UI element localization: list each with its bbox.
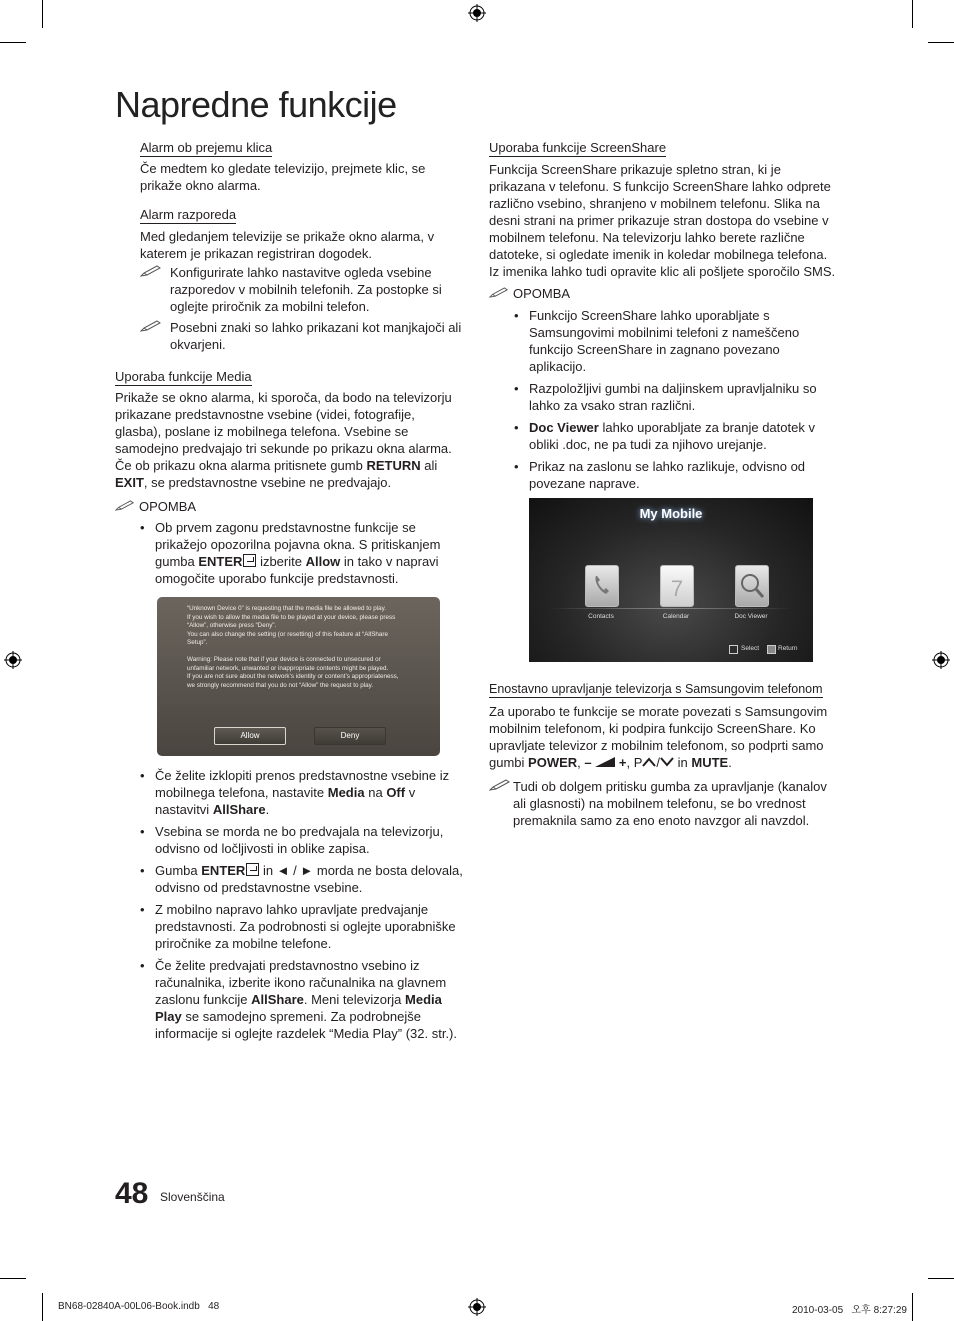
paragraph-alarm-razporeda: Med gledanjem televizije se prikaže okno alarma, v katerem je prikazan registriran dogodek. [140,229,435,261]
heading-alarm-razporeda: Alarm razporeda [140,207,237,222]
contacts-label: Contacts [588,613,614,620]
pencil-note-icon [489,286,509,299]
note-text: Konfigurirate lahko nastavitve ogleda vsebine razporedov v mobilnih telefonih. Za postopke si oglejte priročnik za mobilni telefon. [170,265,442,314]
note-text: Tudi ob dolgem pritisku gumba za upravljanje (kanalov ali glasnosti) na mobilnem telefonu, se bo vrednost premaknila samo za eno enoto navzgor ali navzdol. [513,779,827,828]
pencil-note-icon [140,319,162,333]
paragraph-screenshare: Funkcija ScreenShare prikazuje spletno stran, ki je prikazana v telefonu. S funkcijo ScreenShare lahko odprete različno vsebino, shranjeno v mobilnem telefonu. Slika na desni strani na primer prikazuje stran dostopa do vsebine v mobilnem telefonu. Na televizorju lahko berete različne datoteke, si ogledate imenik in koledar mobilnega telefona. Iz imenika lahko tudi opravite klic ali pošljete sporočilo SMS. [489,162,836,279]
media-alert-dialog [157,597,440,756]
crop-mark [928,1278,954,1279]
crop-mark [42,0,43,28]
return-key-icon [767,645,776,654]
note-text: Posebni znaki so lahko prikazani kot manjkajoči ali okvarjeni. [170,320,462,352]
paragraph-alarm-klica: Če medtem ko gledate televizijo, prejmete klic, se prikaže okno alarma. [140,161,426,193]
heading-screenshare: Uporaba funkcije ScreenShare [489,140,667,155]
list-item: • Funkcijo ScreenShare lahko uporabljate s Samsungovimi mobilnimi telefoni z nameščeno funkcijo ScreenShare in zagnano povezano aplikacijo. [514,307,824,375]
my-mobile-title: My Mobile [639,506,703,521]
doc-viewer-icon[interactable] [735,565,769,607]
select-hint: Select [741,645,760,652]
paragraph-media: Prikaže se okno alarma, ki sporoča, da bodo na televizorju prikazane predstavnostne vsebine (videi, fotografije, glasba), poslane iz mobilnega telefona. Vsebine se samodejno predvajajo tri sekunde po prikazu okna alarma. Če ob prikazu okna alarma pritisnete gumb RETURN ali EXIT, se predstavnostne vsebine ne predvajajo. [115,390,452,490]
enter-icon [243,554,256,567]
pencil-note-icon [140,264,162,278]
note [489,778,834,829]
crop-mark [928,42,954,43]
crop-mark [42,1293,43,1321]
note [140,264,470,315]
channel-down-icon [660,757,674,767]
print-file-info: BN68-02840A-00L06-Book.indb 48 [58,1301,220,1312]
bullet-list [514,307,824,497]
list-item: • Prikaz na zaslonu se lahko razlikuje, odvisno od povezane naprave. [514,458,824,492]
heading-upravljanje: Enostavno upravljanje televizorja s Samsungovim telefonom [489,682,823,696]
list-item: • Če želite izklopiti prenos predstavnostne vsebine iz mobilnega telefona, nastavite Media na Off v nastavitvi AllShare. [140,767,465,818]
calendar-icon[interactable]: 7 [660,565,694,607]
note [140,319,470,353]
print-date: 2010-03-05 오후 8:27:29 [792,1305,907,1316]
paragraph-upravljanje: Za uporabo te funkcije se morate povezati s Samsungovim mobilnim telefonom, ki podpira funkcijo ScreenShare. Ko upravljate televizor z mobilnim telefonom, so podprti samo gumbi POWER, – +, P / in MUTE. [489,704,828,770]
page-number: 48 [115,1177,149,1210]
pencil-note-icon [489,778,511,792]
opomba-label: OPOMBA [489,285,570,302]
heading-alarm-klica: Alarm ob prejemu klica [140,140,273,155]
list-item: • Če želite predvajati predstavnostno vsebino iz računalnika, izberite ikono računalnika na glavnem zaslonu funkcije AllShare. Meni televizorja Media Play se samodejno spremeni. Za podrobnejše informacije si oglejte razdelek “Media Play” (32. str.). [140,957,465,1042]
registration-mark-icon [468,4,486,22]
list-item: • Razpoložljivi gumbi na daljinskem upravljalniku so lahko za vsako stran različni. [514,380,824,414]
enter-icon [246,863,259,876]
registration-mark-icon [4,651,22,669]
my-mobile-screen [529,498,813,662]
allow-button[interactable]: Allow [214,727,286,745]
page-title: Napredne funkcije [115,84,397,125]
registration-mark-icon [932,651,950,669]
list-item: • Doc Viewer lahko uporabljate za branje datotek v obliki .doc, ne pa tudi za njihovo urejanje. [514,419,824,453]
dialog-message: “Unknown Device 0” is requesting that the media file be allowed to play. If you wish to allow the media file to be played at your device, please press “Allow”, otherwise press “Deny”. You can also change the setting (or resetting) of this feature at “AllShare Setup”. Warning: Please note that if your device is connected to unsecured or unfamiliar network, unwanted or inappropriate contents might be played. If you are not sure about the network’s identity or content’s appropriateness, we strongly recommend that you do not “Allow” the request to play. [187,605,399,689]
crop-mark [0,1278,26,1279]
registration-mark-icon [468,1298,486,1316]
list-item: • Z mobilno napravo lahko upravljate predvajanje predstavnosti. Za podrobnosti si oglejte uporabniške priročnike za mobilne telefone. [140,901,465,952]
opomba-label: OPOMBA [115,498,196,515]
contacts-icon[interactable] [585,565,619,607]
bullet-list [140,519,450,592]
doc-viewer-label: Doc Viewer [734,613,768,620]
channel-up-icon [642,757,656,767]
enter-key-icon [729,645,738,654]
deny-button[interactable]: Deny [314,727,386,745]
crop-mark [912,0,913,28]
pencil-note-icon [115,499,135,512]
list-item: • Gumba ENTER in ◄ / ► morda ne bosta delovala, odvisno od predstavnostne vsebine. [140,862,465,896]
list-item: • Vsebina se morda ne bo predvajala na televizorju, odvisno od ločljivosti in oblike zapisa. [140,823,465,857]
bullet-list [140,767,465,1047]
list-item: • Ob prvem zagonu predstavnostne funkcije se prikažejo opozorilna pojavna okna. S pritiskanjem gumba ENTER izberite Allow in tako v napravi omogočite uporabo funkcije predstavnosti. [140,519,450,587]
page-language: Slovenščina [160,1190,225,1204]
return-hint: Return [778,645,798,652]
volume-icon [595,757,615,767]
crop-mark [0,42,26,43]
crop-mark [912,1293,913,1321]
calendar-label: Calendar [662,613,690,620]
heading-media: Uporaba funkcije Media [115,369,252,384]
